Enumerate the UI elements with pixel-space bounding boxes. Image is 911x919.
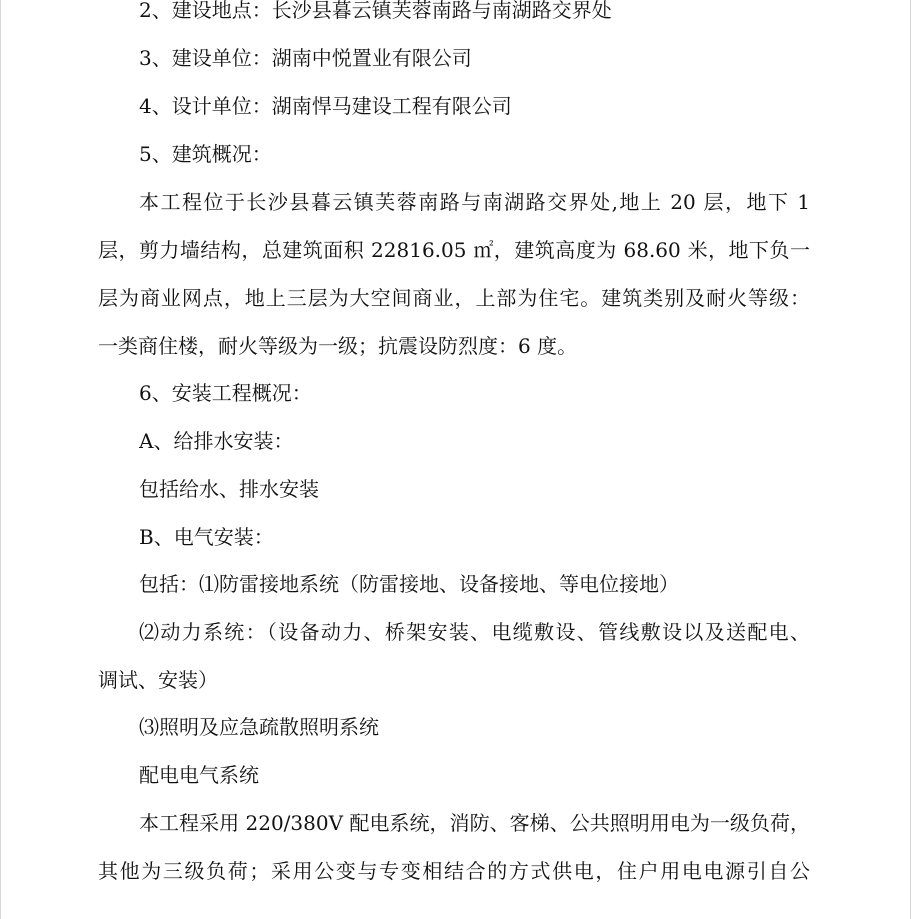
item-construction-location: 2、建设地点：长沙县暮云镇芙蓉南路与南湖路交界处: [139, 0, 612, 22]
plumbing-body: 包括给水、排水安装: [139, 477, 319, 501]
item-design-unit: 4、设计单位：湖南悍马建设工程有限公司: [139, 94, 512, 118]
electrical-heading: B、电气安装：: [139, 525, 274, 549]
power-distribution-body-line-1: 本工程采用 220/380V 配电系统，消防、客梯、公共照明用电为一级负荷，: [139, 811, 810, 835]
item-building-overview-heading: 5、建筑概况：: [139, 142, 272, 166]
overview-paragraph-line-4: 一类商住楼，耐火等级为一级；抗震设防烈度：6 度。: [98, 334, 578, 358]
overview-paragraph-line-1: 本工程位于长沙县暮云镇芙蓉南路与南湖路交界处,地上 20 层，地下 1: [139, 190, 810, 214]
install-overview-heading: 6、安装工程概况：: [139, 381, 312, 405]
overview-paragraph-line-3: 层为商业网点，地上三层为大空间商业，上部为住宅。建筑类别及耐火等级：: [98, 286, 810, 310]
item-construction-unit: 3、建设单位：湖南中悦置业有限公司: [139, 46, 472, 70]
plumbing-heading: A、给排水安装：: [139, 429, 294, 453]
overview-paragraph-line-2: 层，剪力墙结构，总建筑面积 22816.05 ㎡，建筑高度为 68.60 米，地下负一: [98, 238, 810, 262]
electrical-item-power-system-line-1: ⑵动力系统：（设备动力、桥架安装、电缆敷设、管线敷设以及送配电、: [139, 620, 810, 644]
power-distribution-body-line-2: 其他为三级负荷；采用公变与专变相结合的方式供电，住户用电电源引自公: [98, 859, 810, 883]
electrical-item-power-system-line-2: 调试、安装）: [98, 668, 218, 692]
electrical-item-lightning-grounding: 包括：⑴防雷接地系统（防雷接地、设备接地、等电位接地）: [139, 572, 679, 596]
electrical-item-lighting-system: ⑶照明及应急疏散照明系统: [139, 715, 379, 739]
power-distribution-heading: 配电电气系统: [139, 763, 259, 787]
